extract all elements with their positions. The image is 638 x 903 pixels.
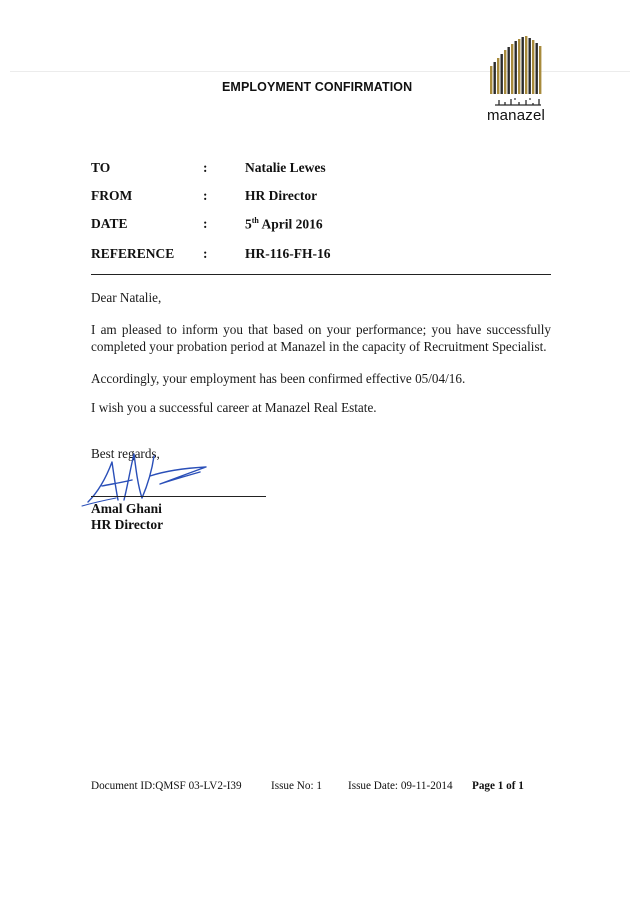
date-suffix: th bbox=[251, 216, 259, 225]
to-label: TO bbox=[91, 160, 111, 175]
body-paragraph-1: I am pleased to inform you that based on your performance; you have successfully completed your probation period at Manazel in the capacity of Recruitment Specialist. bbox=[91, 322, 551, 354]
manazel-logo bbox=[485, 36, 547, 128]
date-separator: : bbox=[203, 216, 208, 231]
body-paragraph-3: I wish you a successful career at Manazel Real Estate. bbox=[91, 400, 377, 415]
footer-issue-date: Issue Date: 09-11-2014 bbox=[348, 780, 453, 792]
signature-line bbox=[91, 496, 266, 497]
building-bars-logo-icon bbox=[489, 36, 545, 94]
body-paragraph-2: Accordingly, your employment has been confirmed effective 05/04/16. bbox=[91, 371, 466, 386]
signer-title: HR Director bbox=[91, 517, 164, 532]
to-value: Natalie Lewes bbox=[245, 160, 326, 175]
meta-row-to bbox=[91, 160, 551, 178]
date-day: 5 bbox=[245, 216, 252, 232]
date-label: DATE bbox=[91, 216, 128, 231]
meta-row-from bbox=[91, 188, 551, 206]
footer-issue-no: Issue No: 1 bbox=[271, 780, 322, 792]
meta-divider bbox=[91, 274, 551, 275]
closing: Best regards, bbox=[91, 446, 160, 461]
logo-wordmark: manazel bbox=[486, 107, 546, 124]
meta-row-reference bbox=[91, 246, 551, 264]
from-value: HR Director bbox=[245, 188, 318, 203]
footer-page-number: Page 1 of 1 bbox=[472, 780, 524, 792]
date-rest: April 2016 bbox=[258, 216, 323, 232]
salutation: Dear Natalie, bbox=[91, 290, 162, 305]
document-title: EMPLOYMENT CONFIRMATION bbox=[222, 80, 413, 94]
from-label: FROM bbox=[91, 188, 133, 203]
signer-name: Amal Ghani bbox=[91, 501, 162, 516]
from-separator: : bbox=[203, 188, 208, 203]
meta-row-date bbox=[91, 216, 551, 234]
reference-label: REFERENCE bbox=[91, 246, 175, 261]
footer-document-id: Document ID:QMSF 03-LV2-I39 bbox=[91, 780, 242, 792]
to-separator: : bbox=[203, 160, 208, 175]
reference-value: HR-116-FH-16 bbox=[245, 246, 331, 261]
date-value bbox=[245, 216, 323, 233]
reference-separator: : bbox=[203, 246, 208, 261]
